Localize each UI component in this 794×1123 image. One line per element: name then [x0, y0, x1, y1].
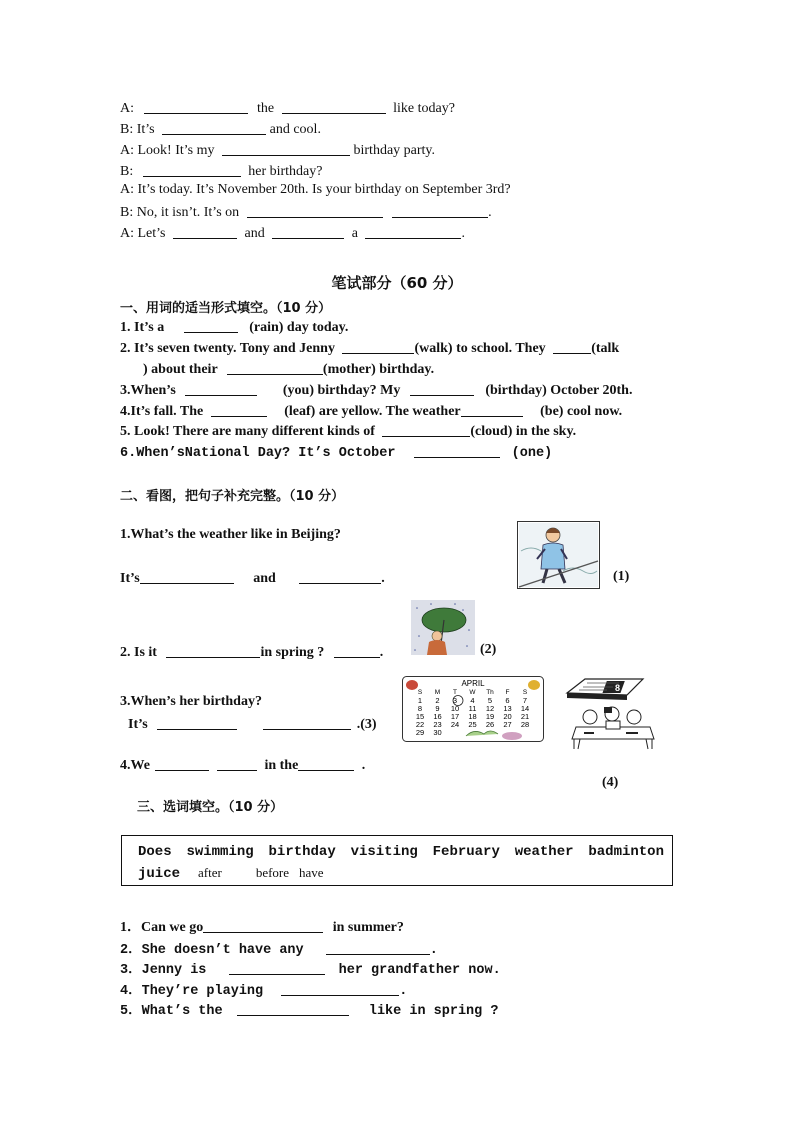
calendar-date: 29 — [415, 728, 425, 737]
s3-question-4 — [120, 978, 407, 999]
question-text: (walk) to school. They — [414, 341, 546, 356]
calendar-date: 9 — [435, 704, 440, 713]
question-text: (be) cool now. — [540, 404, 623, 419]
question-text: 5．What’s the — [120, 1004, 223, 1019]
dialogue-text: and cool. — [269, 122, 321, 137]
calendar-weekday: W — [469, 689, 476, 696]
question-text: 6.When’sNational Day? It’s October — [120, 446, 396, 461]
answer-blank[interactable] — [414, 443, 500, 458]
calendar-date: 2 — [435, 696, 440, 705]
calendar-date: 27 — [503, 720, 512, 729]
dialogue-line-6 — [120, 203, 492, 221]
dialogue-text: B: No, it isn’t. It’s on — [120, 205, 240, 220]
answer-blank[interactable] — [162, 120, 266, 135]
dialogue-text: her birthday? — [248, 164, 323, 179]
word-bank-word: weather — [514, 844, 574, 860]
calendar-date: 14 — [520, 704, 530, 713]
question-text: 5. Look! There are many different kinds of — [120, 424, 375, 439]
calendar-date: 8 — [417, 704, 423, 713]
calendar-weekday: Th — [486, 689, 494, 696]
s1-question-3 — [120, 381, 632, 399]
party-table-picture — [570, 705, 656, 751]
calendar-date: 28 — [520, 720, 530, 729]
s2-question-1: 1.What’s the weather like in Beijing? — [120, 527, 341, 542]
calendar-date: 15 — [415, 712, 425, 721]
s1-question-6 — [120, 443, 552, 461]
calendar-date: 10 — [450, 704, 460, 713]
s3-question-3 — [120, 957, 501, 978]
picture-label-4: (4) — [602, 775, 619, 790]
s2-question-3: 3.When’s her birthday? — [120, 694, 262, 709]
dialogue-text: the — [257, 101, 275, 116]
s1-question-5 — [120, 422, 576, 440]
s1-question-2 — [120, 339, 619, 357]
question-text: and — [253, 571, 276, 586]
calendar-decoration-icon — [528, 680, 540, 690]
s3-question-1 — [120, 916, 404, 936]
s3-question-2 — [120, 937, 438, 958]
calendar-date: 21 — [520, 712, 530, 721]
question-text: in spring ? — [260, 645, 325, 660]
question-text: . — [379, 645, 384, 660]
dialogue-text: . — [488, 205, 492, 220]
calendar-weekday: F — [505, 689, 510, 696]
question-text: (you) birthday? My — [282, 383, 401, 398]
question-text: 4.We — [120, 758, 150, 773]
s2-question-4 — [120, 756, 365, 774]
question-text: 3.When’s — [120, 383, 176, 398]
s1-question-1 — [120, 318, 348, 336]
dialogue-line-2 — [120, 120, 321, 138]
calendar-date: 30 — [433, 728, 442, 737]
answer-blank[interactable] — [272, 224, 344, 239]
dialogue-line-4 — [120, 162, 322, 180]
dialogue-text: . — [461, 226, 465, 241]
calendar-month: APRIL — [461, 679, 485, 688]
answer-blank[interactable] — [237, 1001, 349, 1016]
answer-blank[interactable] — [365, 224, 461, 239]
dialogue-text: a — [351, 226, 358, 241]
question-text: . — [399, 984, 408, 999]
dialogue-text: A: Let’s — [120, 226, 166, 241]
answer-blank[interactable] — [227, 360, 323, 375]
question-text: (cloud) in the sky. — [470, 424, 577, 439]
answer-blank[interactable] — [392, 203, 488, 218]
answer-blank[interactable] — [326, 940, 430, 955]
calendar-date: 16 — [433, 712, 442, 721]
calendar-date: 7 — [522, 696, 528, 705]
answer-blank[interactable] — [211, 402, 267, 417]
s2-answer-3 — [128, 715, 377, 733]
answer-blank[interactable] — [155, 756, 209, 771]
question-text: ) about their — [143, 362, 218, 377]
dialogue-text: B: It’s — [120, 122, 155, 137]
question-text: (talk — [591, 341, 620, 356]
answer-blank[interactable] — [410, 381, 474, 396]
question-text: It’s — [120, 571, 140, 586]
answer-blank[interactable] — [222, 141, 350, 156]
question-text: It’s — [128, 717, 148, 732]
word-bank-word: swimming — [186, 844, 254, 860]
calendar-date: 4 — [470, 696, 475, 705]
answer-blank[interactable] — [166, 643, 260, 658]
dialogue-text: A: It’s today. It’s November 20th. Is your birthday on September 3rd? — [120, 182, 511, 197]
answer-blank[interactable] — [247, 203, 383, 218]
calendar-date: 5 — [487, 696, 493, 705]
dialogue-text: A: — [120, 101, 134, 116]
answer-blank[interactable] — [144, 99, 248, 114]
s3-question-5 — [120, 998, 498, 1019]
question-text: . — [429, 943, 438, 958]
word-bank-word: visiting — [350, 844, 418, 860]
word-bank-row-2 — [138, 865, 664, 882]
windy-person-picture — [517, 521, 600, 589]
answer-blank[interactable] — [299, 569, 381, 584]
calendar-weekday: T — [453, 689, 457, 696]
word-bank-word: before — [255, 865, 290, 880]
answer-blank[interactable] — [382, 422, 470, 437]
word-bank-word: after — [198, 865, 222, 880]
calendar-date: 25 — [468, 720, 477, 729]
dialogue-text: and — [244, 226, 265, 241]
question-text: (birthday) October 20th. — [485, 383, 633, 398]
answer-blank[interactable] — [263, 715, 351, 730]
s1-question-4 — [120, 402, 622, 420]
question-text: . — [361, 758, 366, 773]
s1-question-2-cont — [143, 360, 434, 378]
dialogue-text: birthday party. — [353, 143, 436, 158]
answer-blank[interactable] — [334, 643, 380, 658]
answer-blank[interactable] — [342, 339, 414, 354]
dialogue-line-5 — [120, 182, 511, 198]
calendar-weekday: S — [522, 689, 528, 696]
answer-blank[interactable] — [173, 224, 237, 239]
question-text: . — [381, 571, 385, 586]
dialogue-text: A: Look! It’s my — [120, 143, 215, 158]
word-bank-word: Does — [138, 844, 172, 860]
question-text: 2. Is it — [120, 645, 157, 660]
question-text: her grandfather now. — [338, 963, 501, 978]
dialogue-line-1 — [120, 99, 455, 117]
s2-question-2 — [120, 643, 383, 661]
calendar-date: 22 — [415, 720, 425, 729]
question-text: (leaf) are yellow. The weather — [284, 404, 461, 419]
section-title: 笔试部分（60 分） — [331, 274, 463, 292]
calendar-date: 12 — [485, 704, 495, 713]
april-calendar-picture — [402, 676, 544, 742]
rainy-umbrella-picture — [411, 600, 475, 655]
dialogue-text: B: — [120, 164, 134, 179]
question-text: 4.It’s fall. The — [120, 404, 204, 419]
word-bank-word: birthday — [268, 844, 336, 860]
answer-blank[interactable] — [140, 569, 234, 584]
calendar-decoration-icon — [406, 680, 418, 690]
question-text: .(3) — [356, 717, 377, 732]
answer-blank[interactable] — [461, 402, 523, 417]
question-text: 2. It’s seven twenty. Tony and Jenny — [120, 341, 335, 356]
picture-label-2: (2) — [480, 642, 497, 657]
calendar-date: 20 — [503, 712, 512, 721]
calendar-date: 24 — [450, 720, 460, 729]
question-text: 3．Jenny is — [120, 963, 207, 978]
question-text: (one) — [511, 446, 553, 461]
question-text: 2．She doesn’t have any — [120, 943, 304, 958]
calendar-date: 6 — [505, 696, 510, 705]
calendar-date: 3 — [452, 696, 458, 705]
dialogue-text: like today? — [393, 101, 455, 116]
question-text: 1．Can we go — [120, 920, 204, 935]
picture-label-1: (1) — [613, 569, 630, 584]
answer-blank[interactable] — [229, 960, 325, 975]
calendar-date: 1 — [417, 696, 423, 705]
answer-blank[interactable] — [281, 981, 399, 996]
calendar-date: 26 — [485, 720, 495, 729]
dialogue-line-7 — [120, 224, 465, 242]
calendar-date: 19 — [485, 712, 495, 721]
calendar-weekday: M — [434, 689, 441, 696]
answer-blank[interactable] — [217, 756, 257, 771]
dialogue-line-3 — [120, 141, 435, 159]
question-text: 4．They’re playing — [120, 984, 264, 999]
section2-heading: 二、看图，把句子补充完整。（10 分） — [120, 489, 345, 504]
answer-blank[interactable] — [184, 318, 238, 333]
calendar-weekday: S — [417, 689, 423, 696]
question-text: in the — [264, 758, 299, 773]
question-text: 1. It’s a — [120, 320, 165, 335]
word-bank-row-1 — [138, 844, 664, 860]
section3-heading: 三、选词填空。（10 分） — [137, 800, 284, 815]
s2-answer-1 — [120, 569, 385, 587]
word-bank-word: juice — [138, 866, 181, 882]
book-picture — [565, 675, 645, 703]
answer-blank[interactable] — [298, 756, 354, 771]
word-bank-word: have — [299, 865, 324, 880]
answer-blank[interactable] — [203, 918, 323, 933]
calendar-date: 17 — [450, 712, 460, 721]
question-text: (rain) day today. — [249, 320, 349, 335]
answer-blank[interactable] — [157, 715, 237, 730]
calendar-date: 13 — [503, 704, 512, 713]
calendar-date: 23 — [433, 720, 442, 729]
book-number: 8 — [615, 683, 621, 693]
question-text: (mother) birthday. — [322, 362, 435, 377]
word-bank-word: February — [432, 844, 500, 860]
question-text: like in spring ? — [368, 1004, 499, 1019]
word-bank-box — [121, 835, 673, 886]
calendar-date: 11 — [468, 704, 477, 713]
answer-blank[interactable] — [553, 339, 591, 354]
word-bank-word: badminton — [588, 844, 664, 860]
answer-blank[interactable] — [143, 162, 241, 177]
answer-blank[interactable] — [185, 381, 257, 396]
answer-blank[interactable] — [282, 99, 386, 114]
section1-heading: 一、用词的适当形式填空。（10 分） — [120, 301, 332, 316]
question-text: in summer? — [332, 920, 404, 935]
calendar-date: 18 — [468, 712, 477, 721]
